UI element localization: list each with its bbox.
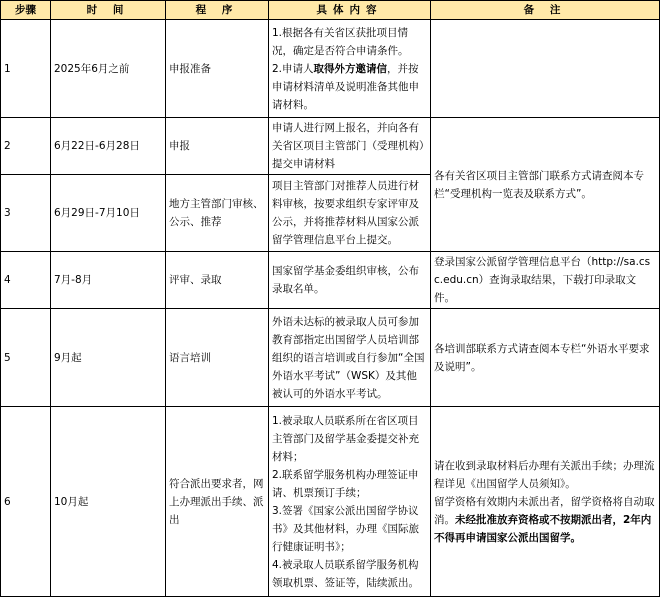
step-cell: 3 <box>1 175 51 252</box>
content-cell <box>269 20 431 118</box>
procedure-cell: 地方主管部门审核、公示、推荐 <box>166 175 269 252</box>
content-cell <box>269 407 431 597</box>
table-row <box>1 252 660 309</box>
header-remark: 备 注 <box>431 1 660 20</box>
time-cell: 10月起 <box>51 407 166 597</box>
remark-cell <box>431 407 660 597</box>
procedure-cell: 申报准备 <box>166 20 269 118</box>
content-item-4: 4.被录取人员联系留学服务机构领取机票、签证等，陆续派出。 <box>272 558 419 589</box>
content-item-2-prefix: 2.申请人 <box>272 62 314 75</box>
remark-cell: 登录国家公派留学管理信息平台（http://sa.csc.edu.cn）查询录取结果，下载打印录取文件。 <box>431 252 660 309</box>
step-cell: 1 <box>1 20 51 118</box>
content-cell: 申请人进行网上报名，并向各有关省区项目主管部门（受理机构）提交申请材料 <box>269 118 431 175</box>
procedure-cell: 评审、录取 <box>166 252 269 309</box>
step-cell: 5 <box>1 309 51 407</box>
step-cell: 4 <box>1 252 51 309</box>
table-row <box>1 407 660 597</box>
time-cell: 2025年6月之前 <box>51 20 166 118</box>
header-procedure: 程 序 <box>166 1 269 20</box>
table-row <box>1 309 660 407</box>
content-item-3: 3.签署《国家公派出国留学协议书》及其他材料，办理《国际旅行健康证明书》； <box>272 504 419 553</box>
procedure-cell: 申报 <box>166 118 269 175</box>
step-cell: 6 <box>1 407 51 597</box>
time-cell: 6月22日-6月28日 <box>51 118 166 175</box>
remark-line-2: 留学资格有效期内未派出者，留学资格将自动取消。 <box>434 495 655 526</box>
time-cell: 7月-8月 <box>51 252 166 309</box>
procedure-cell: 语言培训 <box>166 309 269 407</box>
header-time: 时 间 <box>51 1 166 20</box>
table-row <box>1 20 660 118</box>
time-cell: 9月起 <box>51 309 166 407</box>
remark-line-1: 请在收到录取材料后办理有关派出手续；办理流程详见《出国留学人员须知》。 <box>434 459 655 490</box>
content-item-2-suffix: ，并按申请材料清单及说明准备其他申请材料。 <box>272 62 419 111</box>
table-header-row <box>1 1 660 20</box>
remark-cell: 各有关省区项目主管部门联系方式请查阅本专栏“受理机构一览表及联系方式”。 <box>431 118 660 252</box>
content-cell: 外语未达标的被录取人员可参加教育部指定出国留学人员培训部组织的语言培训或自行参加“全国外语水平考试”（WSK）及其他被认可的外语水平考试。 <box>269 309 431 407</box>
content-item-1: 1.根据各有关省区获批项目情况，确定是否符合申请条件。 <box>272 26 409 57</box>
content-item-1: 1.被录取人员联系所在省区项目主管部门及留学基金委提交补充材料； <box>272 414 419 463</box>
remark-line-2-emphasis: 未经批准放弃资格或不按期派出者，2年内不得再申请国家公派出国留学。 <box>434 513 652 544</box>
remark-cell <box>431 20 660 118</box>
content-cell: 项目主管部门对推荐人员进行材料审核，按要求组织专家评审及公示，并将推荐材料从国家公派留学管理信息平台上提交。 <box>269 175 431 252</box>
content-item-2: 2.联系留学服务机构办理签证申请、机票预订手续； <box>272 468 419 499</box>
time-cell: 6月29日-7月10日 <box>51 175 166 252</box>
table-row <box>1 118 660 175</box>
header-step: 步骤 <box>1 1 51 20</box>
content-item-2-emphasis: 取得外方邀请信 <box>313 62 388 75</box>
procedure-cell: 符合派出要求者，网上办理派出手续、派出 <box>166 407 269 597</box>
header-content: 具体内容 <box>269 1 431 20</box>
remark-cell: 各培训部联系方式请查阅本专栏“外语水平要求及说明”。 <box>431 309 660 407</box>
content-cell: 国家留学基金委组织审核，公布录取名单。 <box>269 252 431 309</box>
step-cell: 2 <box>1 118 51 175</box>
